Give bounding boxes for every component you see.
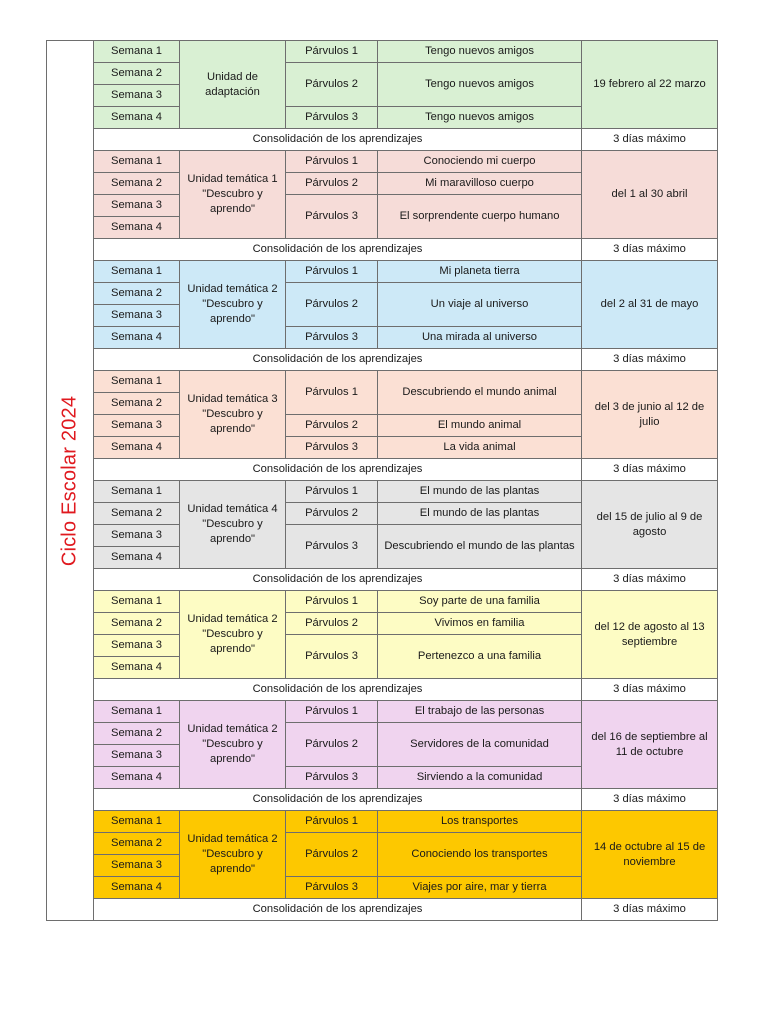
date-range: del 16 de septiembre al 11 de octubre — [582, 701, 718, 789]
parvulos-level: Párvulos 1 — [286, 481, 378, 503]
topic-title: Descubriendo el mundo de las plantas — [378, 525, 582, 569]
date-range: del 3 de junio al 12 de julio — [582, 371, 718, 459]
week-label: Semana 1 — [94, 261, 180, 283]
unit-name: Unidad temática 2 "Descubro y aprendo" — [180, 591, 286, 679]
parvulos-level: Párvulos 3 — [286, 437, 378, 459]
consolidation-row — [47, 129, 718, 151]
topic-title: Un viaje al universo — [378, 283, 582, 327]
week-label: Semana 2 — [94, 503, 180, 525]
parvulos-level: Párvulos 2 — [286, 613, 378, 635]
consolidation-label: Consolidación de los aprendizajes — [94, 789, 582, 811]
consolidation-label: Consolidación de los aprendizajes — [94, 569, 582, 591]
consolidation-row — [47, 789, 718, 811]
topic-title: Los transportes — [378, 811, 582, 833]
date-range: 19 febrero al 22 marzo — [582, 41, 718, 129]
date-range: del 12 de agosto al 13 septiembre — [582, 591, 718, 679]
parvulos-level: Párvulos 2 — [286, 503, 378, 525]
topic-title: Pertenezco a una familia — [378, 635, 582, 679]
week-label: Semana 2 — [94, 283, 180, 305]
week-label: Semana 2 — [94, 833, 180, 855]
topic-title: Soy parte de una familia — [378, 591, 582, 613]
week-row — [47, 151, 718, 173]
parvulos-level: Párvulos 3 — [286, 107, 378, 129]
consolidation-row — [47, 679, 718, 701]
consolidation-label: Consolidación de los aprendizajes — [94, 899, 582, 921]
topic-title: Conociendo mi cuerpo — [378, 151, 582, 173]
topic-title: Tengo nuevos amigos — [378, 41, 582, 63]
week-label: Semana 3 — [94, 305, 180, 327]
week-label: Semana 1 — [94, 371, 180, 393]
week-row — [47, 371, 718, 393]
parvulos-level: Párvulos 1 — [286, 811, 378, 833]
week-label: Semana 4 — [94, 877, 180, 899]
parvulos-level: Párvulos 3 — [286, 767, 378, 789]
week-label: Semana 2 — [94, 393, 180, 415]
consolidation-duration: 3 días máximo — [582, 679, 718, 701]
unit-name: Unidad de adaptación — [180, 41, 286, 129]
topic-title: El mundo de las plantas — [378, 503, 582, 525]
topic-title: Tengo nuevos amigos — [378, 63, 582, 107]
week-row — [47, 481, 718, 503]
parvulos-level: Párvulos 3 — [286, 327, 378, 349]
consolidation-label: Consolidación de los aprendizajes — [94, 129, 582, 151]
week-label: Semana 4 — [94, 657, 180, 679]
consolidation-row — [47, 899, 718, 921]
week-row — [47, 261, 718, 283]
unit-name: Unidad temática 2 "Descubro y aprendo" — [180, 811, 286, 899]
topic-title: El mundo animal — [378, 415, 582, 437]
schedule-frame — [46, 40, 718, 921]
week-row — [47, 41, 718, 63]
parvulos-level: Párvulos 1 — [286, 261, 378, 283]
topic-title: Tengo nuevos amigos — [378, 107, 582, 129]
week-label: Semana 4 — [94, 547, 180, 569]
week-label: Semana 3 — [94, 635, 180, 657]
consolidation-duration: 3 días máximo — [582, 129, 718, 151]
parvulos-level: Párvulos 3 — [286, 525, 378, 569]
week-row — [47, 701, 718, 723]
consolidation-row — [47, 569, 718, 591]
week-label: Semana 4 — [94, 327, 180, 349]
week-label: Semana 3 — [94, 525, 180, 547]
week-label: Semana 1 — [94, 701, 180, 723]
unit-name: Unidad temática 4 "Descubro y aprendo" — [180, 481, 286, 569]
consolidation-duration: 3 días máximo — [582, 349, 718, 371]
topic-title: Mi planeta tierra — [378, 261, 582, 283]
parvulos-level: Párvulos 3 — [286, 635, 378, 679]
week-label: Semana 3 — [94, 745, 180, 767]
week-label: Semana 2 — [94, 613, 180, 635]
parvulos-level: Párvulos 1 — [286, 701, 378, 723]
consolidation-duration: 3 días máximo — [582, 569, 718, 591]
week-label: Semana 1 — [94, 591, 180, 613]
week-label: Semana 4 — [94, 217, 180, 239]
parvulos-level: Párvulos 1 — [286, 371, 378, 415]
week-label: Semana 3 — [94, 855, 180, 877]
parvulos-level: Párvulos 2 — [286, 723, 378, 767]
consolidation-duration: 3 días máximo — [582, 899, 718, 921]
parvulos-level: Párvulos 3 — [286, 195, 378, 239]
topic-title: El sorprendente cuerpo humano — [378, 195, 582, 239]
parvulos-level: Párvulos 2 — [286, 833, 378, 877]
date-range: del 15 de julio al 9 de agosto — [582, 481, 718, 569]
parvulos-level: Párvulos 1 — [286, 41, 378, 63]
topic-title: Viajes por aire, mar y tierra — [378, 877, 582, 899]
topic-title: Conociendo los transportes — [378, 833, 582, 877]
parvulos-level: Párvulos 2 — [286, 283, 378, 327]
school-year-title: Ciclo Escolar 2024 — [58, 395, 81, 566]
week-row — [47, 591, 718, 613]
consolidation-duration: 3 días máximo — [582, 239, 718, 261]
unit-name: Unidad temática 1 "Descubro y aprendo" — [180, 151, 286, 239]
week-label: Semana 3 — [94, 415, 180, 437]
date-range: del 2 al 31 de mayo — [582, 261, 718, 349]
unit-name: Unidad temática 3 "Descubro y aprendo" — [180, 371, 286, 459]
week-label: Semana 2 — [94, 723, 180, 745]
consolidation-duration: 3 días máximo — [582, 459, 718, 481]
parvulos-level: Párvulos 3 — [286, 877, 378, 899]
topic-title: El mundo de las plantas — [378, 481, 582, 503]
side-title-cell — [47, 41, 94, 921]
consolidation-label: Consolidación de los aprendizajes — [94, 239, 582, 261]
week-label: Semana 2 — [94, 173, 180, 195]
topic-title: El trabajo de las personas — [378, 701, 582, 723]
week-label: Semana 4 — [94, 437, 180, 459]
consolidation-row — [47, 349, 718, 371]
week-label: Semana 1 — [94, 811, 180, 833]
table-body — [47, 41, 718, 921]
consolidation-duration: 3 días máximo — [582, 789, 718, 811]
parvulos-level: Párvulos 2 — [286, 415, 378, 437]
unit-name: Unidad temática 2 "Descubro y aprendo" — [180, 261, 286, 349]
week-label: Semana 1 — [94, 41, 180, 63]
parvulos-level: Párvulos 2 — [286, 63, 378, 107]
parvulos-level: Párvulos 1 — [286, 151, 378, 173]
topic-title: Sirviendo a la comunidad — [378, 767, 582, 789]
week-label: Semana 4 — [94, 107, 180, 129]
topic-title: Servidores de la comunidad — [378, 723, 582, 767]
topic-title: Descubriendo el mundo animal — [378, 371, 582, 415]
date-range: 14 de octubre al 15 de noviembre — [582, 811, 718, 899]
week-label: Semana 1 — [94, 151, 180, 173]
topic-title: Una mirada al universo — [378, 327, 582, 349]
consolidation-row — [47, 459, 718, 481]
topic-title: Vivimos en familia — [378, 613, 582, 635]
consolidation-row — [47, 239, 718, 261]
topic-title: La vida animal — [378, 437, 582, 459]
week-label: Semana 3 — [94, 85, 180, 107]
week-row — [47, 811, 718, 833]
date-range: del 1 al 30 abril — [582, 151, 718, 239]
week-label: Semana 3 — [94, 195, 180, 217]
parvulos-level: Párvulos 1 — [286, 591, 378, 613]
school-year-table — [46, 40, 718, 921]
consolidation-label: Consolidación de los aprendizajes — [94, 459, 582, 481]
topic-title: Mi maravilloso cuerpo — [378, 173, 582, 195]
consolidation-label: Consolidación de los aprendizajes — [94, 349, 582, 371]
unit-name: Unidad temática 2 "Descubro y aprendo" — [180, 701, 286, 789]
week-label: Semana 1 — [94, 481, 180, 503]
consolidation-label: Consolidación de los aprendizajes — [94, 679, 582, 701]
week-label: Semana 2 — [94, 63, 180, 85]
parvulos-level: Párvulos 2 — [286, 173, 378, 195]
week-label: Semana 4 — [94, 767, 180, 789]
